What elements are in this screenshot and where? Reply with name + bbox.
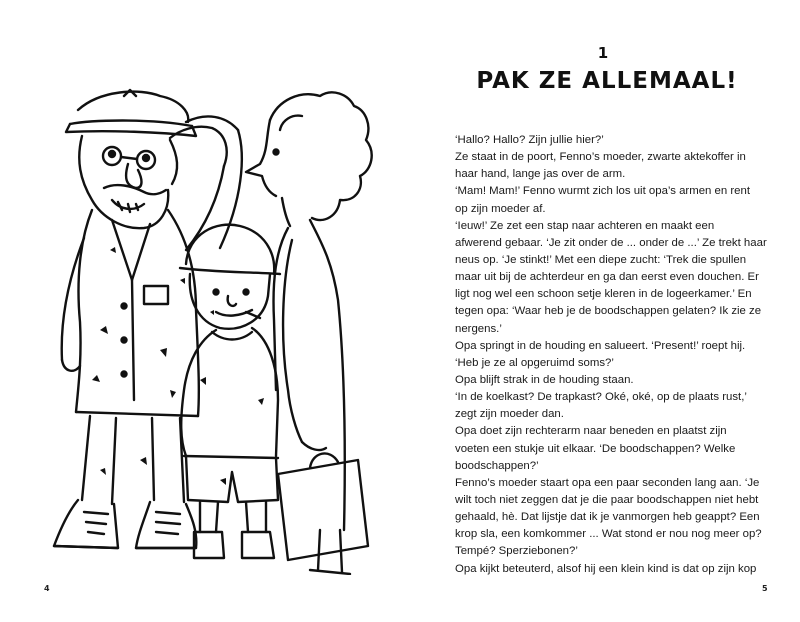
text-line: ‘Mam! Mam!’ Fenno wurmt zich los uit opa’s armen en rent — [455, 185, 750, 198]
text-line: gehaald, hè. Dat lijstje dat ik je vanmorgen heb geappt? Een — [455, 511, 760, 524]
illustration-grandpa-boy-mother — [20, 60, 400, 575]
text-line: Opa kijkt beteuterd, alsof hij een klein kind is dat op zijn kop — [455, 562, 757, 575]
text-line: Opa blijft strak in de houding staan. — [455, 373, 634, 386]
page-number-left: 4 — [44, 584, 50, 593]
page-number-right: 5 — [762, 584, 768, 593]
text-line: Ze staat in de poort, Fenno’s moeder, zwarte aktekoffer in — [455, 151, 746, 164]
text-line: ‘Ieuw!’ Ze zet een stap naar achteren en maakt een — [455, 219, 715, 232]
text-line: voeten een stukje uit elkaar. ‘De boodschappen? Welke — [455, 442, 736, 455]
text-line: ligt nog wel een schoon setje kleren in de logeerkamer.’ En — [455, 288, 752, 301]
text-line: ‘Hallo? Hallo? Zijn jullie hier?’ — [455, 134, 604, 146]
boy-figure — [180, 225, 280, 558]
dirt-marks — [92, 247, 185, 475]
text-line: Opa springt in de houding en salueert. ‘Present!’ roept hij. — [455, 339, 746, 352]
text-line: op zijn moeder af. — [455, 202, 546, 215]
text-line: krop sla, een komkommer ... Wat stond er nou nog meer op? — [455, 528, 762, 541]
text-line: haar hand, lange jas over de arm. — [455, 168, 626, 181]
text-line: Tempé? Sperziebonen?’ — [455, 545, 578, 558]
text-line: ‘In de koelkast? De trapkast? Oké, oké, op de plaats rust,’ — [455, 391, 747, 404]
text-line: zegt zijn moeder dan. — [455, 408, 564, 421]
right-page — [400, 0, 800, 622]
grandpa-figure — [54, 90, 242, 548]
text-line: neus op. ‘Je stinkt!’ Met een diepe zucht: ‘Trek die spullen — [455, 253, 747, 266]
text-line: maar uit bij de achterdeur en ga dan eerst even douchen. Er — [455, 271, 759, 284]
chapter-title: PAK ZE ALLEMAAL! — [476, 68, 738, 94]
text-line: Opa doet zijn rechterarm naar beneden en plaatst zijn — [455, 425, 727, 438]
text-line: Fenno’s moeder staart opa een paar seconden lang aan. ‘Je — [455, 476, 760, 489]
chapter-number: 1 — [597, 44, 609, 62]
text-line: tegen opa: ‘Waar heb je de boodschappen gelaten? Ik zie ze — [455, 305, 762, 318]
body-text — [455, 132, 790, 578]
text-line: nergens.’ — [455, 322, 502, 335]
text-line: boodschappen?’ — [455, 459, 539, 472]
text-line: ‘Heb je ze al opgeruimd soms?’ — [455, 356, 614, 369]
text-line: afwerend gebaar. ‘Je zit onder de ... onder de ...’ Ze trekt haar — [455, 236, 767, 249]
text-line: wilt toch niet zeggen dat je die paar boodschappen niet hebt — [455, 493, 759, 506]
